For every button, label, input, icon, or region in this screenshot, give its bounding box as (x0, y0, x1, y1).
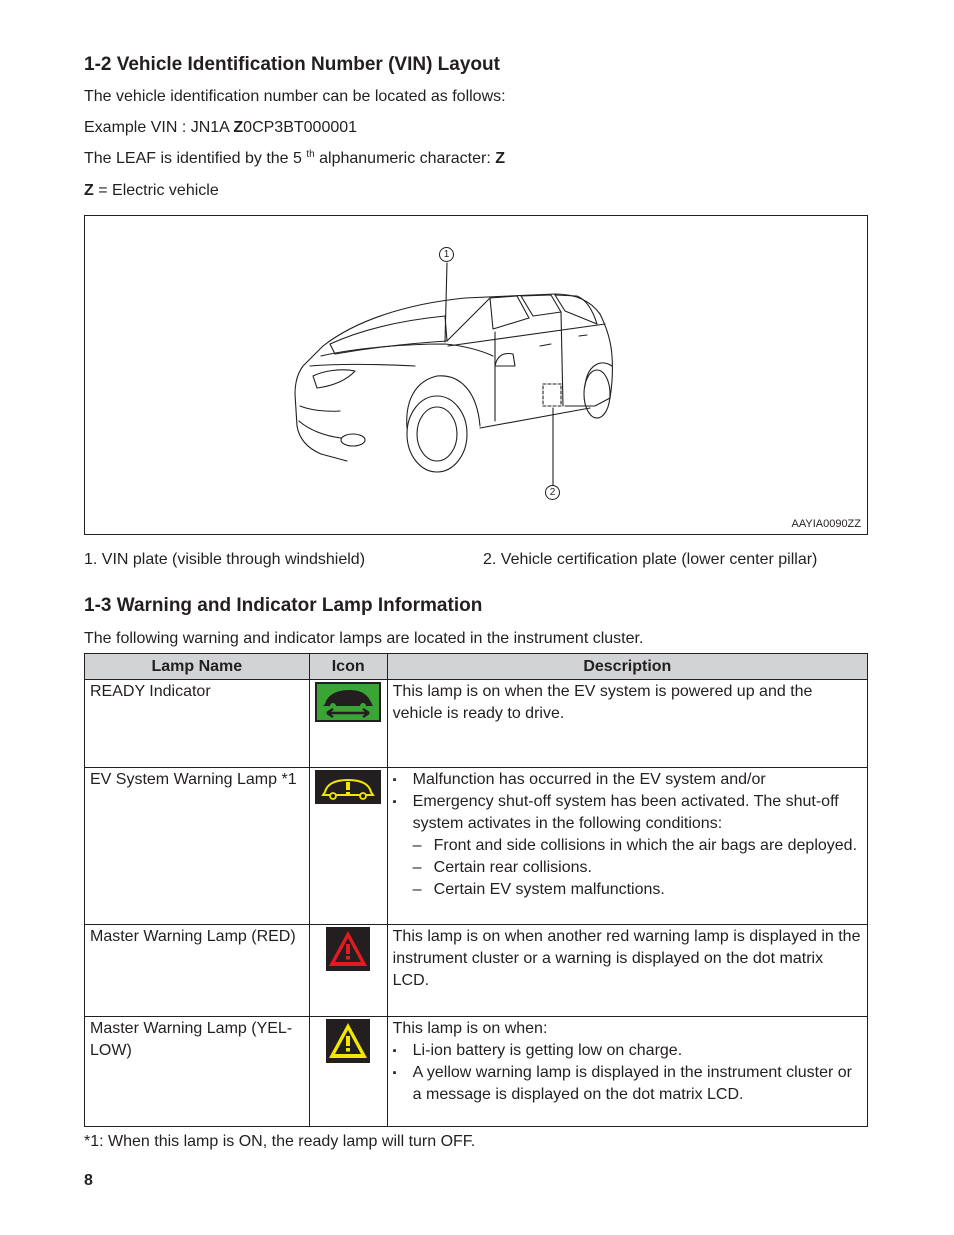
list-item: – Certain rear collisions. (393, 857, 862, 879)
callout-2: 2 (545, 485, 560, 500)
list-item: ▪ Li-ion battery is getting low on charge. (393, 1040, 862, 1062)
lamp-description (387, 1017, 867, 1127)
lamp-name: EV System Warning Lamp *1 (85, 768, 310, 925)
vin-example (84, 118, 357, 138)
ready-car-icon (315, 682, 381, 722)
lamp-description: This lamp is on when another red warning lamp is displayed in the instrument cluster or a warning is displayed on the dot matrix LCD. (387, 925, 867, 1017)
leaf-bold: Z (495, 150, 505, 167)
list-item: ▪ A yellow warning lamp is displayed in the instrument cluster or a message is displayed on the dot matrix LCD. (393, 1062, 862, 1106)
table-row (85, 768, 868, 925)
lamp-description (387, 768, 867, 925)
section-heading-vin: 1-2 Vehicle Identification Number (VIN) Layout (84, 54, 500, 75)
lamp-icon-cell (309, 1017, 387, 1127)
ev-bullets (393, 769, 862, 835)
vin-figure (84, 215, 868, 535)
lamp-icon-cell (309, 925, 387, 1017)
figure-code: AAYIA0090ZZ (791, 518, 861, 530)
ev-system-warning-icon (315, 770, 381, 804)
vin-intro: The vehicle identification number can be located as follows: (84, 88, 506, 105)
car-illustration (85, 216, 867, 534)
header-description: Description (387, 654, 867, 680)
figure-caption-2: 2. Vehicle certification plate (lower center pillar) (483, 551, 818, 568)
header-icon: Icon (309, 654, 387, 680)
lamp-name: READY Indicator (85, 680, 310, 768)
vin-example-bold: Z (233, 119, 244, 136)
footnote: *1: When this lamp is ON, the ready lamp will turn OFF. (84, 1133, 476, 1150)
vin-example-suffix: 0CP3BT000001 (243, 119, 358, 136)
lamp-icon-cell (309, 680, 387, 768)
section-heading-lamps: 1-3 Warning and Indicator Lamp Information (84, 595, 483, 616)
red-triangle-warning-icon (326, 927, 370, 971)
page-number: 8 (84, 1172, 93, 1189)
z-definition (84, 181, 219, 201)
table-row (85, 680, 868, 768)
lamps-intro: The following warning and indicator lamps are located in the instrument cluster. (84, 630, 644, 647)
yellow-bullets (393, 1040, 862, 1106)
leaf-mid: alphanumeric character: (314, 150, 496, 167)
figure-caption-1: 1. VIN plate (visible through windshield) (84, 551, 366, 568)
ev-dashes (393, 835, 862, 901)
table-row (85, 1017, 868, 1127)
list-item: – Certain EV system malfunctions. (393, 879, 862, 901)
lamp-name: Master Warning Lamp (RED) (85, 925, 310, 1017)
list-item: – Front and side collisions in which the air bags are deployed. (393, 835, 862, 857)
list-item: ▪ Emergency shut-off system has been activated. The shut-off system activates in the following conditions: (393, 791, 862, 835)
yellow-intro: This lamp is on when: (392, 1020, 548, 1037)
callout-1: 1 (439, 247, 454, 262)
table-header-row (85, 654, 868, 680)
yellow-triangle-warning-icon (326, 1019, 370, 1063)
leaf-identified (84, 149, 505, 169)
lamp-description: This lamp is on when the EV system is powered up and the vehicle is ready to drive. (387, 680, 867, 768)
z-rest: = Electric vehicle (93, 182, 219, 199)
list-item: ▪ Malfunction has occurred in the EV system and/or (393, 769, 862, 791)
lamp-table (84, 653, 868, 1127)
table-row (85, 925, 868, 1017)
header-lamp-name: Lamp Name (85, 654, 310, 680)
z-bold: Z (84, 182, 94, 199)
leaf-prefix: The LEAF is identified by the 5 (84, 150, 307, 167)
lamp-icon-cell (309, 768, 387, 925)
vin-example-prefix: Example VIN : JN1A (84, 119, 234, 136)
leaf-sup: th (306, 149, 315, 160)
lamp-name: Master Warning Lamp (YEL-LOW) (85, 1017, 310, 1127)
